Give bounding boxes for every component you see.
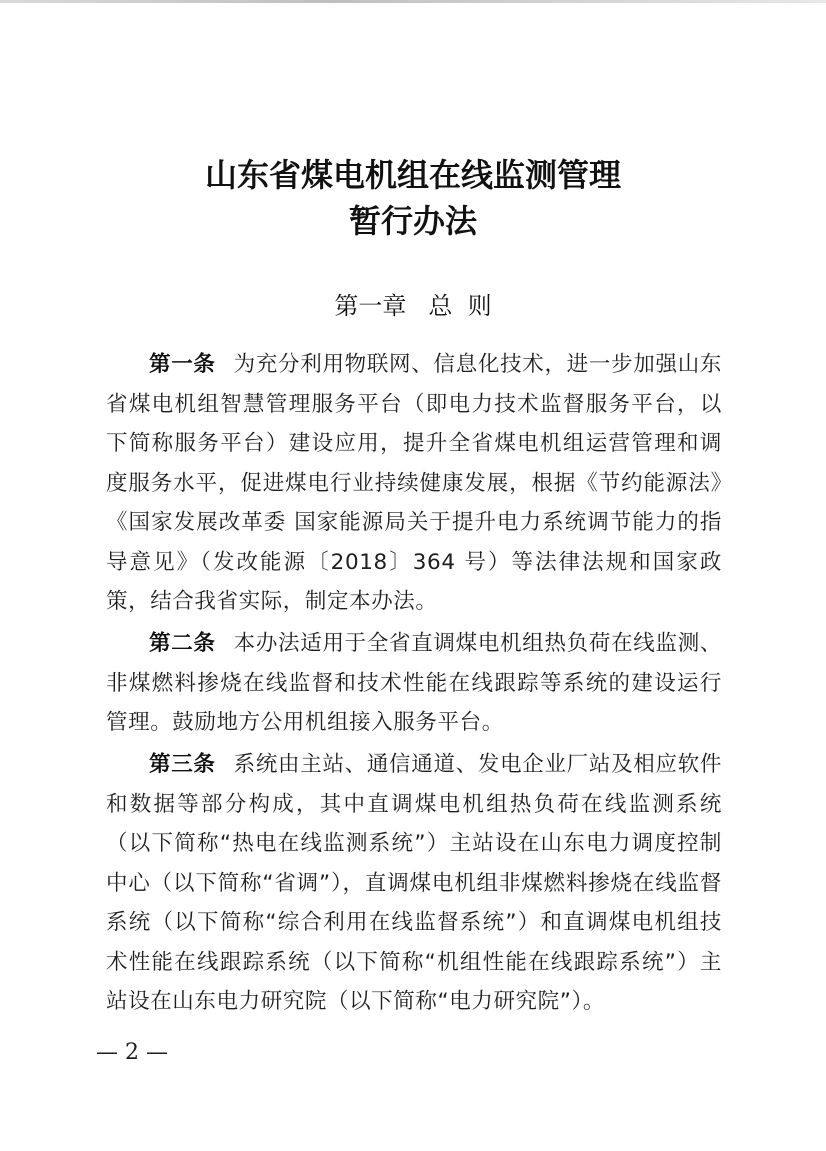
article-2 xyxy=(106,624,722,743)
chapter-heading xyxy=(0,286,826,321)
chapter-name: 总 则 xyxy=(428,292,492,320)
article-text: 系统由主站、通信通道、发电企业厂站及相应软件和数据等部分构成，其中直调煤电机组热负荷在线监测系统（以下简称“热电在线监测系统”）主站设在山东电力调度控制中心（以下简称“省调”），直调煤电机组非煤燃料掺烧在线监督系统（以下简称“综合利用在线监督系统”）和直调煤电机组技术性能在线跟踪系统（以下简称“机组性能在线跟踪系统”）主站设在山东电力研究院（以下简称“电力研究院”）。 xyxy=(106,752,723,1014)
article-1 xyxy=(106,345,722,622)
document-title-line-1: 山东省煤电机组在线监测管理 xyxy=(204,156,621,194)
article-label: 第二条 xyxy=(149,631,216,656)
article-label: 第一条 xyxy=(149,352,216,377)
document-title-line-2: 暂行办法 xyxy=(348,202,477,240)
article-label: 第三条 xyxy=(149,752,216,777)
article-text: 为充分利用物联网、信息化技术，进一步加强山东省煤电机组智慧管理服务平台（即电力技术监督服务平台，以下简称服务平台）建设应用，提升全省煤电机组运营管理和调度服务水平，促进煤电行业持续健康发展，根据《节约能源法》《国家发展改革委 国家能源局关于提升电力系统调节能力的指导意见》（发改能源〔2018〕364 号）等法律法规和国家政策，结合我省实际，制定本办法。 xyxy=(106,352,723,614)
page-number: — 2 — xyxy=(96,1040,168,1065)
article-3 xyxy=(106,745,722,1022)
chapter-number: 第一章 xyxy=(334,292,407,320)
article-text: 本办法适用于全省直调煤电机组热负荷在线监测、非煤燃料掺烧在线监督和技术性能在线跟踪等系统的建设运行管理。鼓励地方公用机组接入服务平台。 xyxy=(106,631,723,735)
